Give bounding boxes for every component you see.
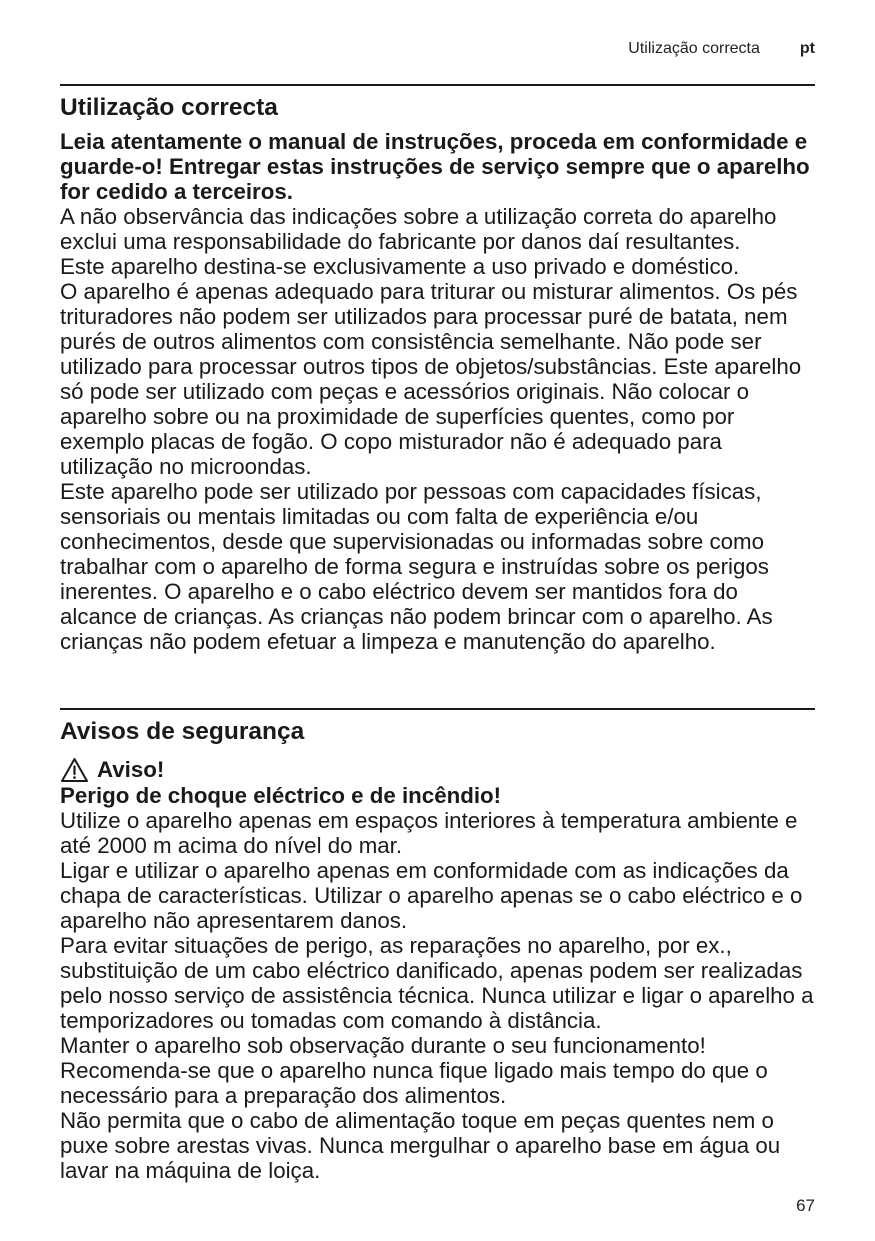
section-safety-warnings xyxy=(60,708,815,1183)
lead-paragraph: Leia atentamente o manual de instruções, proceda em conformidade e guarde-o! Entregar estas instruções de serviço sempre que o aparelho for cedido a terceiros. xyxy=(60,129,810,204)
section-divider xyxy=(60,708,815,710)
running-header-title: Utilização correcta xyxy=(628,40,760,57)
paragraph: O aparelho é apenas adequado para triturar ou misturar alimentos. Os pés trituradores não podem ser utilizados para processar puré de batata, nem purés de outros alimentos com consistência semelhante. Não pode ser utilizado para processar outros tipos de objetos/substâncias. Este aparelho só pode ser utilizado com peças e acessórios originais. Não colocar o aparelho sobre ou na proximidade de superfícies quentes, como por exemplo placas de fogão. O copo misturador não é adequado para utilização no microondas. xyxy=(60,279,802,479)
warning-heading xyxy=(60,757,815,783)
paragraph: Utilize o aparelho apenas em espaços interiores à temperatura ambiente e até 2000 m acima do nível do mar. xyxy=(60,808,798,858)
warning-label: Aviso! xyxy=(97,757,165,782)
page-number: 67 xyxy=(796,1196,815,1215)
paragraph: Este aparelho destina-se exclusivamente a uso privado e doméstico. xyxy=(60,254,740,279)
section-divider xyxy=(60,84,815,86)
paragraph: Para evitar situações de perigo, as reparações no aparelho, por ex., substituição de um cabo eléctrico danificado, apenas podem ser realizadas pelo nosso serviço de assistência técnica. Nunca utilizar e ligar o aparelho a temporizadores ou tomadas com comando à distância. xyxy=(60,933,814,1033)
paragraph: Manter o aparelho sob observação durante o seu funcionamento! Recomenda-se que o aparelho nunca fique ligado mais tempo do que o necessário para a preparação dos alimentos. xyxy=(60,1033,768,1108)
section-body xyxy=(60,129,815,654)
warning-triangle-icon xyxy=(60,757,89,783)
section-title: Utilização correcta xyxy=(60,94,278,121)
language-code: pt xyxy=(799,40,815,57)
section-intended-use xyxy=(60,84,815,654)
paragraph: Ligar e utilizar o aparelho apenas em conformidade com as indicações da chapa de características. Utilizar o aparelho apenas se o cabo eléctrico e o aparelho não apresentarem danos. xyxy=(60,858,803,933)
paragraph: A não observância das indicações sobre a utilização correta do aparelho exclui uma responsabilidade do fabricante por danos daí resultantes. xyxy=(60,204,777,254)
warning-subtitle: Perigo de choque eléctrico e de incêndio! xyxy=(60,783,502,808)
paragraph: Este aparelho pode ser utilizado por pessoas com capacidades físicas, sensoriais ou mentais limitadas ou com falta de experiência e/ou conhecimentos, desde que supervisionadas ou informadas sobre como trabalhar com o aparelho de forma segura e instruídas sobre os perigos inerentes. O aparelho e o cabo eléctrico devem ser mantidos fora do alcance de crianças. As crianças não podem brincar com o aparelho. As crianças não podem efetuar a limpeza e manutenção do aparelho. xyxy=(60,479,773,654)
section-title: Avisos de segurança xyxy=(60,718,305,745)
section-body xyxy=(60,783,815,1183)
running-header xyxy=(628,40,815,58)
paragraph: Não permita que o cabo de alimentação toque em peças quentes nem o puxe sobre arestas vivas. Nunca mergulhar o aparelho base em água ou lavar na máquina de loiça. xyxy=(60,1108,781,1183)
